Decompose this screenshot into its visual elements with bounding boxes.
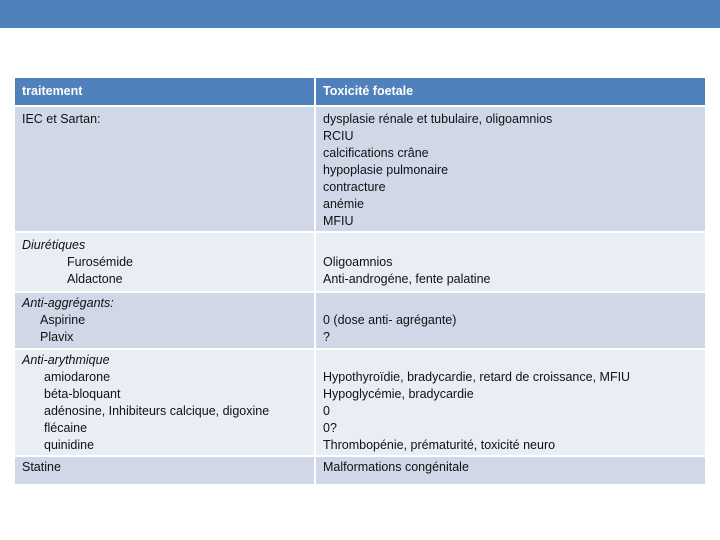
treatment-title: Anti-aggrégants:: [22, 296, 114, 310]
toxicity-line: Thrombopénie, prématurité, toxicité neuro: [323, 438, 556, 452]
table-row: [15, 233, 705, 291]
toxicity-line: hypoplasie pulmonaire: [323, 163, 449, 177]
toxicity-line: 0 (dose anti- agrégante): [323, 313, 457, 327]
table-header-row: [15, 78, 705, 105]
toxicity-line: Hypoglycémie, bradycardie: [323, 387, 474, 401]
treatment-title: Statine: [22, 460, 61, 474]
header-toxicity: Toxicité foetale: [316, 78, 705, 105]
toxicity-line: MFIU: [323, 214, 354, 228]
toxicity-line: RCIU: [323, 129, 354, 143]
toxicity-line: Oligoamnios: [323, 255, 393, 269]
toxicity-line: calcifications crâne: [323, 146, 429, 160]
treatment-item: Plavix: [40, 330, 74, 344]
toxicity-line: 0?: [323, 421, 337, 435]
treatment-item: Furosémide: [67, 255, 133, 269]
treatment-item: quinidine: [44, 438, 95, 452]
header-treatment: traitement: [15, 78, 314, 105]
treatment-item: Aldactone: [67, 272, 123, 286]
slide-header-bar: [0, 0, 720, 28]
toxicity-line: 0: [323, 404, 330, 418]
treatment-title: Diurétiques: [22, 238, 86, 252]
toxicity-line: Malformations congénitale: [323, 460, 469, 474]
treatment-title: Anti-arythmique: [22, 353, 110, 367]
treatment-item: béta-bloquant: [44, 387, 121, 401]
table-row: [15, 293, 705, 348]
treatment-item: flécaine: [44, 421, 88, 435]
table-row: [15, 457, 705, 484]
toxicity-line: dysplasie rénale et tubulaire, oligoamnios: [323, 112, 553, 126]
treatment-title: IEC et Sartan:: [22, 112, 101, 126]
toxicity-line: ?: [323, 330, 330, 344]
toxicity-line: Hypothyroïdie, bradycardie, retard de croissance, MFIU: [323, 370, 631, 384]
toxicity-line: contracture: [323, 180, 386, 194]
treatment-item: adénosine, Inhibiteurs calcique, digoxine: [44, 404, 270, 418]
toxicity-line: Anti-androgéne, fente palatine: [323, 272, 491, 286]
table-row: [15, 107, 705, 231]
toxicity-line: anémie: [323, 197, 364, 211]
treatment-item: Aspirine: [40, 313, 86, 327]
treatment-item: amiodarone: [44, 370, 111, 384]
table-row: [15, 350, 705, 455]
